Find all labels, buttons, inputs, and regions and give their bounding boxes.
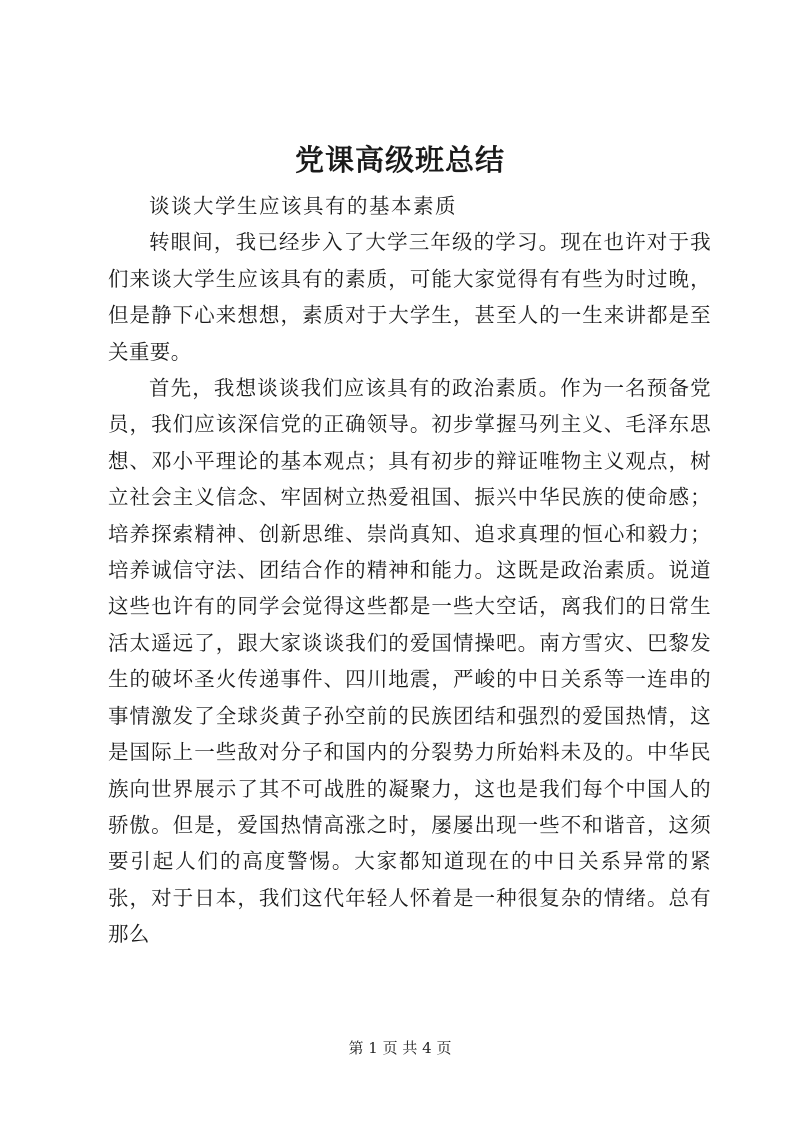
document-body	[108, 188, 711, 953]
paragraph-intro: 转眼间，我已经步入了大学三年级的学习。现在也许对于我们来谈大学生应该具有的素质，可能大家觉得有有些为时过晚，但是静下心来想想，素质对于大学生，甚至人的一生来讲都是至关重要。	[108, 230, 711, 364]
document-subtitle: 谈谈大学生应该具有的基本素质	[149, 194, 457, 218]
page-footer: 第 1 页 共 4 页	[348, 1039, 452, 1057]
document-title: 党课高级班总结	[294, 143, 505, 177]
paragraph-political-quality: 首先，我想谈谈我们应该具有的政治素质。作为一名预备党员，我们应该深信党的正确领导。初步掌握马列主义、毛泽东思想、邓小平理论的基本观点；具有初步的辩证唯物主义观点，树立社会主义信念、牢固树立热爱祖国、振兴中华民族的使命感；培养探索精神、创新思维、崇尚真知、追求真理的恒心和毅力；培养诚信守法、团结合作的精神和能力。这既是政治素质。说道这些也许有的同学会觉得这些都是一些大空话，离我们的日常生活太遥远了，跟大家谈谈我们的爱国情操吧。南方雪灾、巴黎发生的破坏圣火传递事件、四川地震，严峻的中日关系等一连串的事情激发了全球炎黄子孙空前的民族团结和强烈的爱国热情，这是国际上一些敌对分子和国内的分裂势力所始料未及的。中华民族向世界展示了其不可战胜的凝聚力，这也是我们每个中国人的骄傲。但是，爱国热情高涨之时，屡屡出现一些不和谐音，这须要引起人们的高度警惕。大家都知道现在的中日关系异常的紧张，对于日本，我们这代年轻人怀着是一种很复杂的情绪。总有那么	[108, 376, 711, 947]
